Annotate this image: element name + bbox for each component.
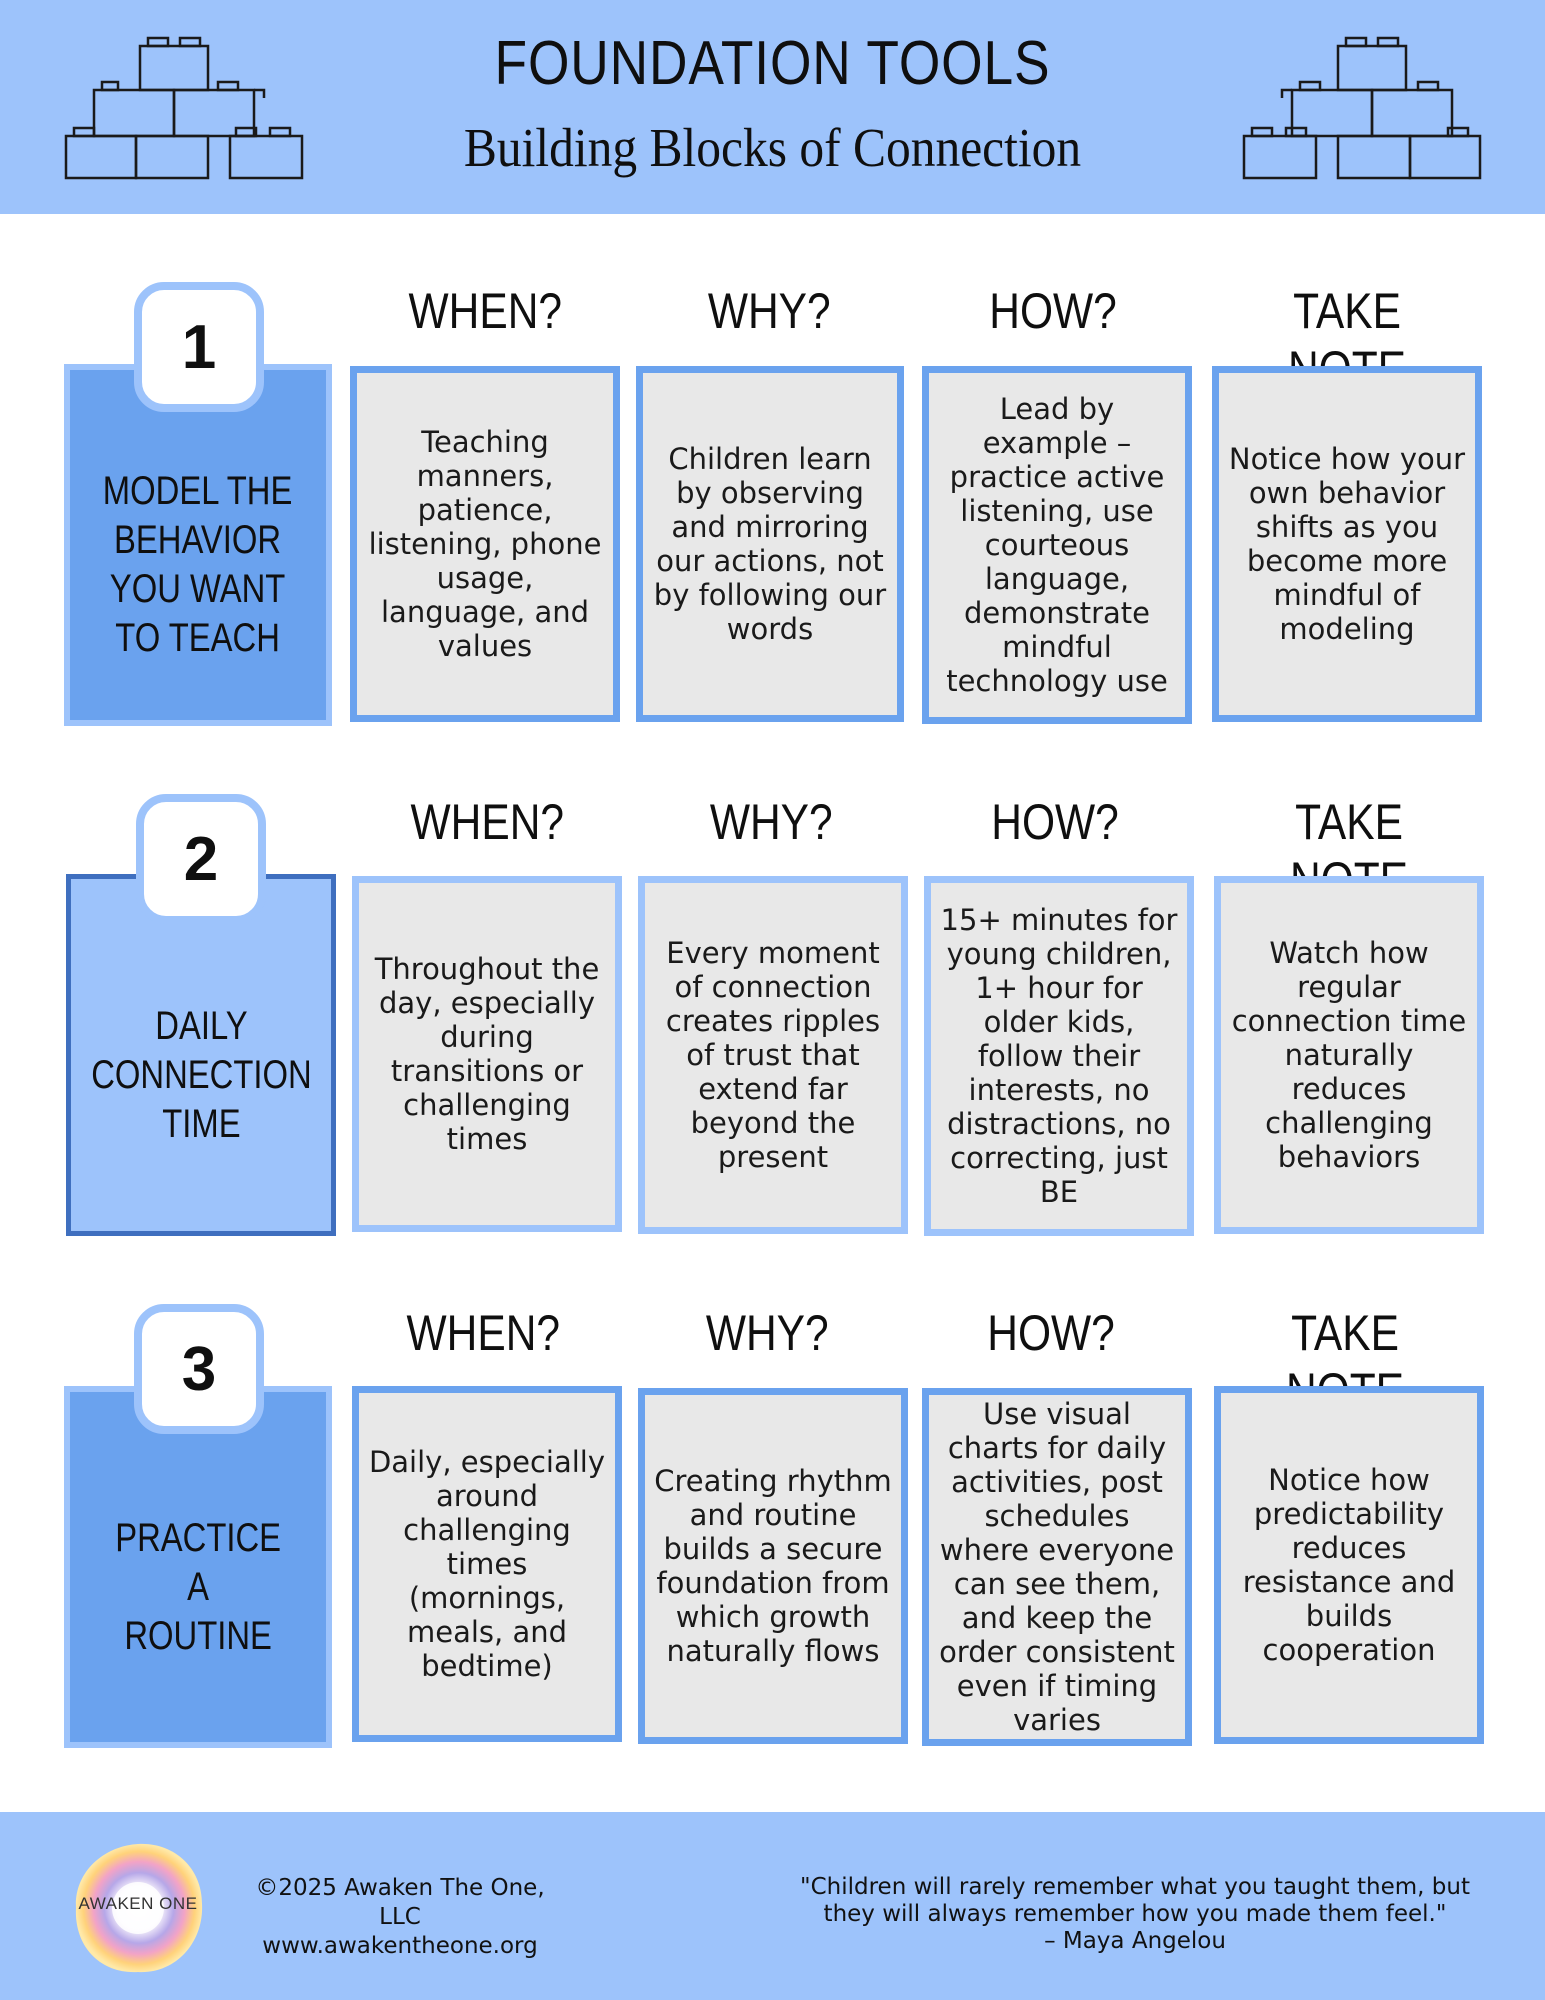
tool-name: MODEL THE BEHAVIOR YOU WANT TO TEACH [103, 469, 293, 660]
website-link[interactable]: www.awakentheone.org [262, 1933, 538, 1959]
quote-author: – Maya Angelou [1044, 1928, 1226, 1954]
card-when: Throughout the day, especially during transitions or challenging times [352, 876, 622, 1232]
copyright-text: ©2025 Awaken The One, LLC [255, 1875, 545, 1930]
column-header-when: WHEN? [410, 794, 564, 850]
column-header-take-note: TAKE [1295, 794, 1403, 850]
column-header-take-note: TAKE [1291, 1305, 1399, 1361]
quote-line: "Children will rarely remember what you taught them, but [800, 1874, 1470, 1900]
column-header-why: WHY? [705, 1305, 829, 1361]
tool-number-badge: 1 [134, 282, 264, 412]
tool-number-badge: 2 [136, 794, 266, 924]
quote-line: they will always remember how you made them feel." [823, 1901, 1447, 1927]
logo-text: AWAKEN ONE [78, 1894, 198, 1913]
card-take-note: Notice how predictability reduces resistance and builds cooperation [1214, 1386, 1484, 1744]
card-why: Every moment of connection creates ripples of trust that extend far beyond the present [638, 876, 908, 1234]
copyright-block [250, 1874, 550, 1961]
column-header-how: HOW? [989, 283, 1117, 339]
page-subtitle: Building Blocks of Connection [463, 117, 1082, 178]
card-how: 15+ minutes for young children, 1+ hour for older kids, follow their interests, no distractions, no correcting, just BE [924, 876, 1194, 1236]
card-how: Lead by example – practice active listening, use courteous language, demonstrate mindful technology use [922, 366, 1192, 724]
column-header-when: WHEN? [406, 1305, 560, 1361]
card-take-note: Watch how regular connection time naturally reduces challenging behaviors [1214, 876, 1484, 1234]
card-when: Teaching manners, patience, listening, phone usage, language, and values [350, 366, 620, 722]
tool-name-box [64, 364, 332, 726]
card-why: Creating rhythm and routine builds a secure foundation from which growth naturally flows [638, 1388, 908, 1744]
column-header-when: WHEN? [408, 283, 562, 339]
card-why: Children learn by observing and mirroring our actions, not by following our words [636, 366, 904, 722]
card-when: Daily, especially around challenging times (mornings, meals, and bedtime) [352, 1386, 622, 1742]
column-header-why: WHY? [707, 283, 831, 339]
quote-block [775, 1874, 1495, 1955]
tool-name-box [66, 874, 336, 1236]
column-header-how: HOW? [991, 794, 1119, 850]
card-how: Use visual charts for daily activities, post schedules where everyone can see them, and keep the order consistent even if timing varies [922, 1388, 1192, 1746]
card-take-note: Notice how your own behavior shifts as you become more mindful of modeling [1212, 366, 1482, 722]
page-title: FOUNDATION TOOLS [494, 29, 1051, 98]
tool-name-box [64, 1386, 332, 1748]
column-header-take-note: TAKE [1293, 283, 1401, 339]
column-header-how: HOW? [987, 1305, 1115, 1361]
column-header-why: WHY? [709, 794, 833, 850]
tool-number-badge: 3 [134, 1304, 264, 1434]
tool-name: DAILY CONNECTION TIME [90, 1003, 312, 1146]
tool-name: PRACTICE A ROUTINE [115, 1515, 281, 1658]
